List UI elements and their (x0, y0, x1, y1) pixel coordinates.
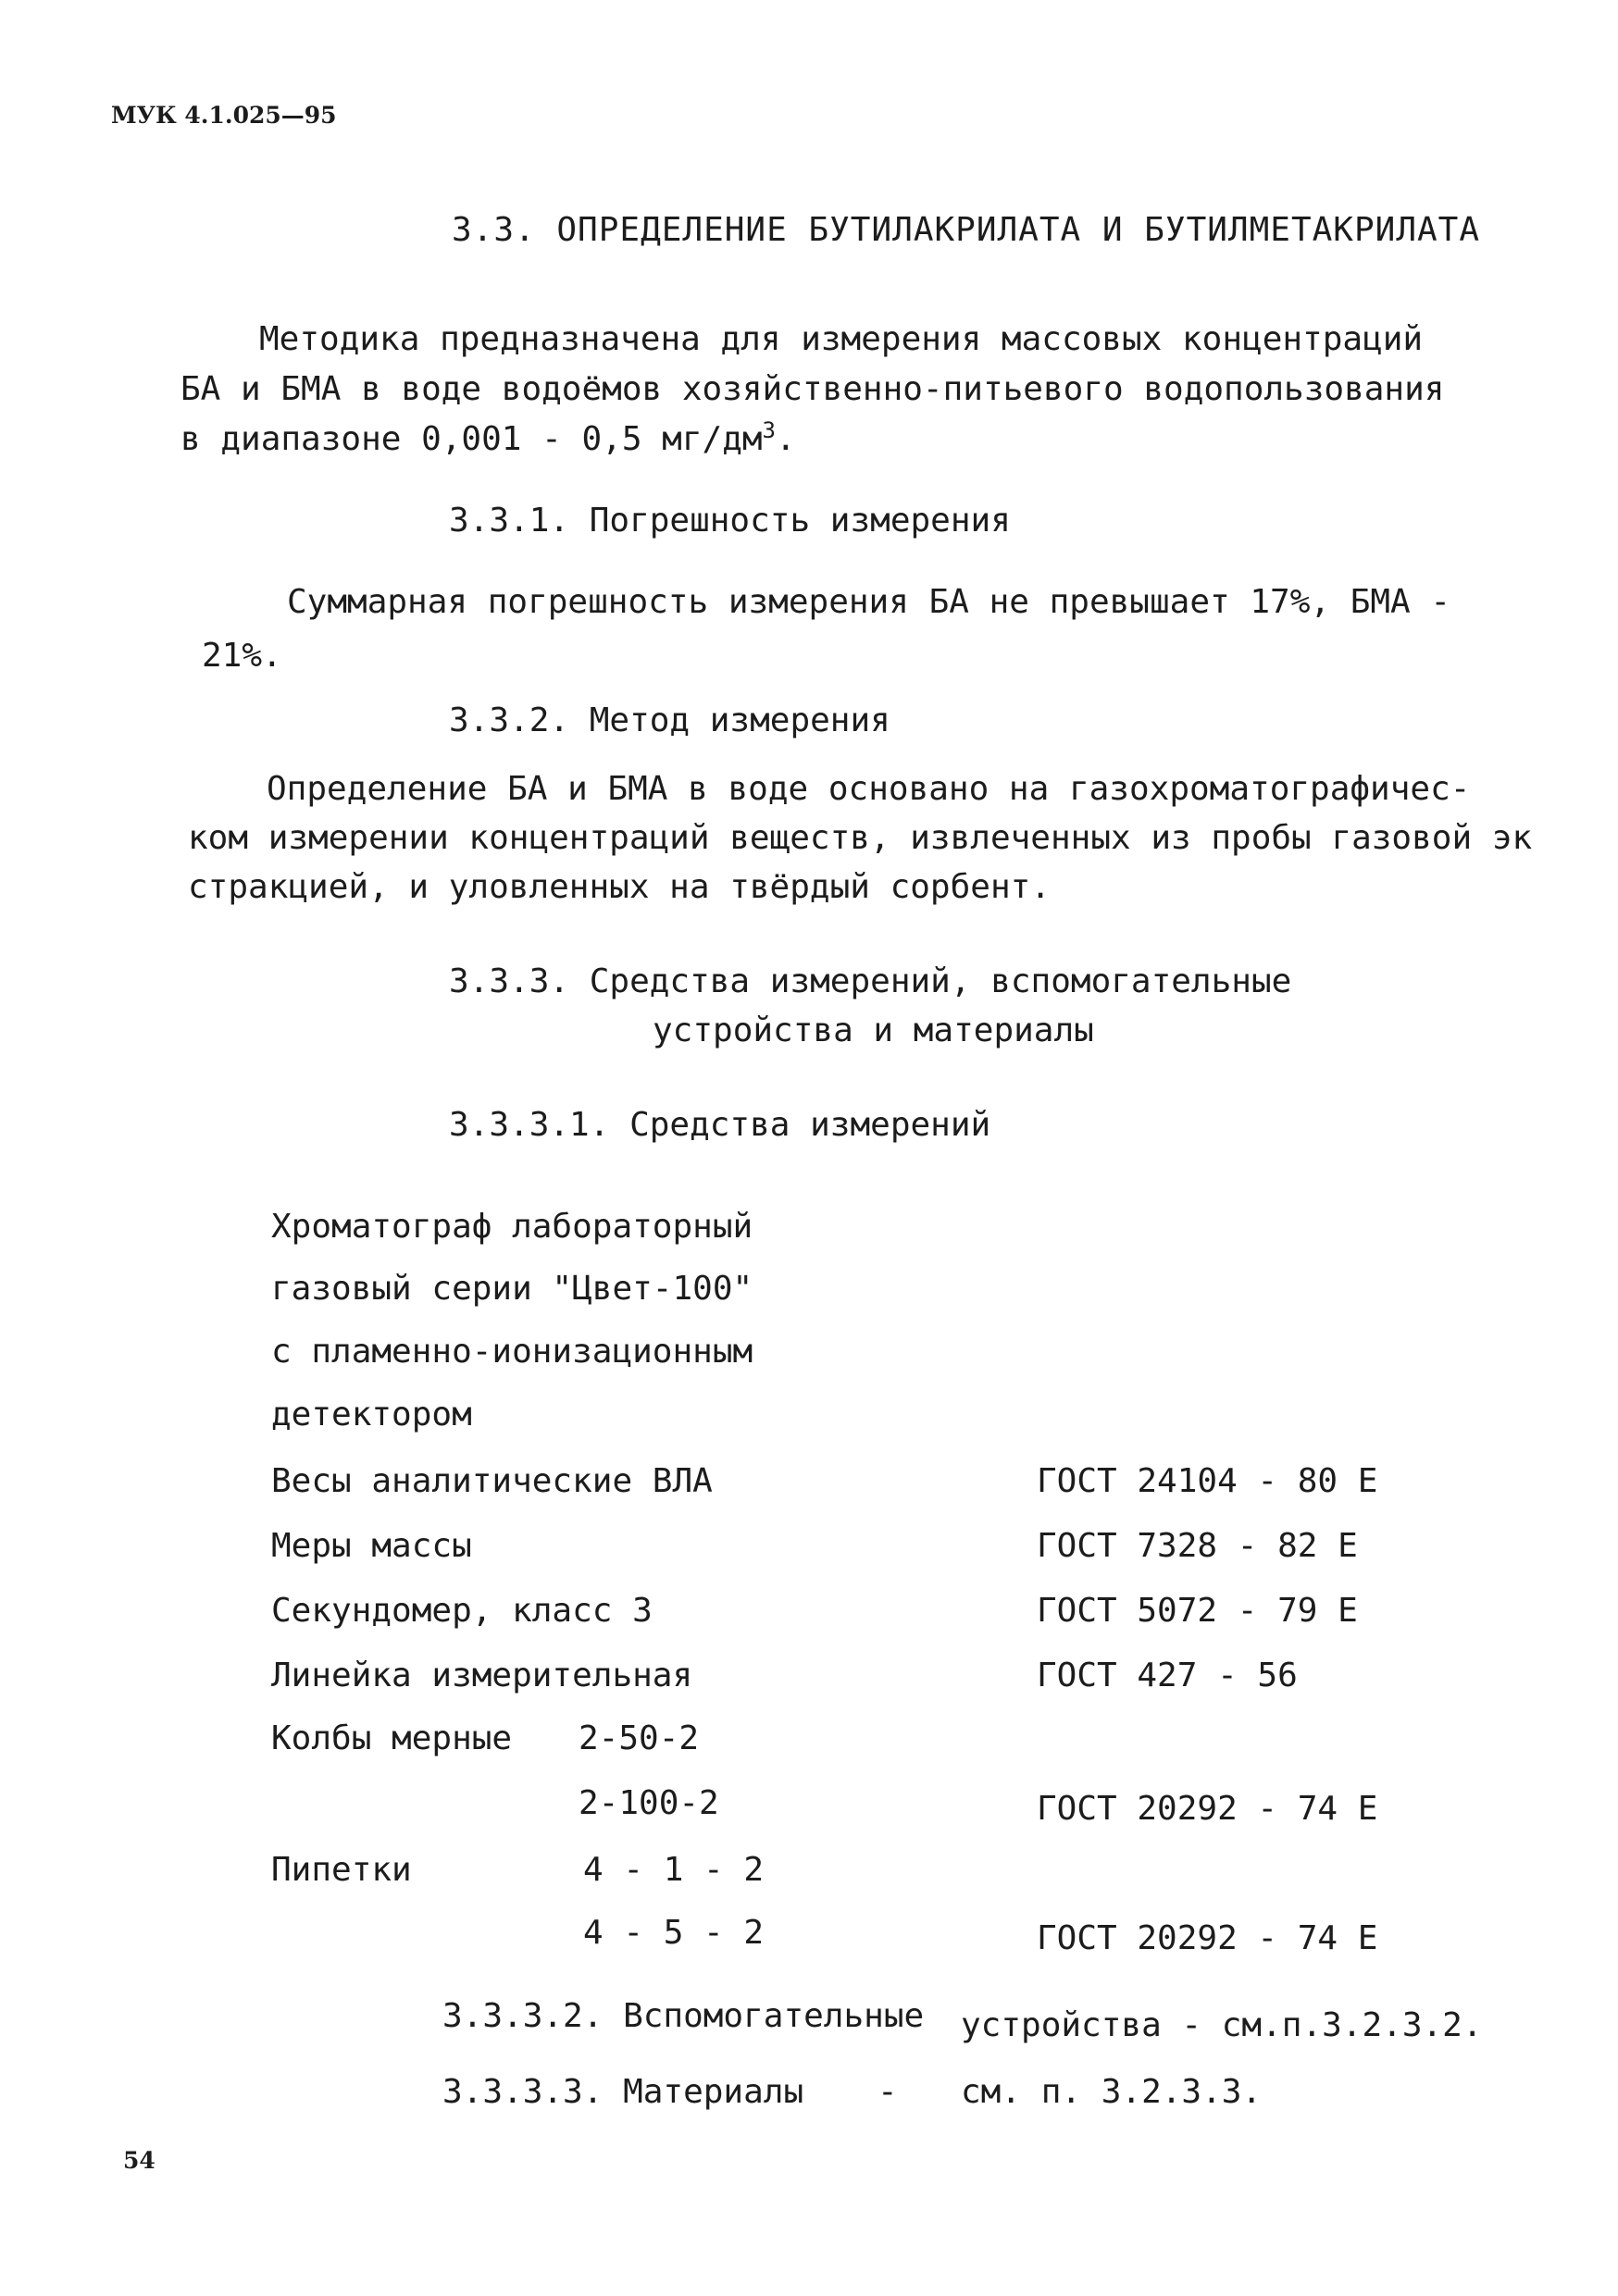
heading-3-3-2: 3.3.2. Метод измерения (449, 701, 890, 739)
intro-line-1: Методика предназначена для измерения массовых концентраций (259, 320, 1424, 358)
intro-line-3-sup: 3 (762, 417, 776, 443)
heading-3-3-3-2: 3.3.3.2. Вспомогательные (442, 1997, 925, 2035)
s3333-dash: - (877, 2073, 898, 2111)
s332-line-3: стракцией, и уловленных на твёрдый сорбент. (188, 868, 1051, 906)
s3332-reference: устройства - см.п.3.2.3.2. (961, 2006, 1483, 2044)
equipment-standard: ГОСТ 20292 - 74 Е (1037, 1790, 1378, 1828)
equipment-name: Линейка измерительная (271, 1657, 693, 1694)
equipment-name: Меры массы (271, 1527, 472, 1565)
heading-3-3-1: 3.3.1. Погрешность измерения (449, 502, 1011, 540)
s3333-reference: см. п. 3.2.3.3. (961, 2073, 1263, 2111)
equipment-standard: ГОСТ 5072 - 79 Е (1037, 1592, 1358, 1630)
equipment-spec: 4 - 1 - 2 (583, 1851, 765, 1889)
equipment-name: Колбы мерные (271, 1719, 513, 1757)
intro-line-3 (180, 417, 796, 458)
heading-3-3-3-line-2: устройства и материалы (653, 1011, 1094, 1049)
equipment-standard: ГОСТ 20292 - 74 Е (1037, 1919, 1378, 1957)
s331-line-1: Суммарная погрешность измерения БА не превышает 17%, БМА - (287, 583, 1451, 621)
intro-line-3-text: в диапазоне 0,001 - 0,5 мг/дм (180, 420, 763, 458)
equipment-name: Весы аналитические ВЛА (271, 1462, 713, 1500)
intro-line-2: БА и БМА в воде водоёмов хозяйственно-питьевого водопользования (180, 370, 1445, 408)
equipment-name: Секундомер, класс 3 (271, 1592, 653, 1630)
s332-line-2: ком измерении концентраций веществ, извлеченных из пробы газовой эк (188, 819, 1533, 857)
heading-3-3-3-line-1: 3.3.3. Средства измерений, вспомогательные (449, 962, 1292, 1000)
equipment-spec: 2-50-2 (579, 1719, 700, 1757)
equipment-name: газовый серии "Цвет-100" (271, 1270, 753, 1308)
equipment-standard: ГОСТ 427 - 56 (1037, 1657, 1298, 1694)
heading-3-3-3-3: 3.3.3.3. Материалы (442, 2073, 804, 2111)
equipment-name: Хроматограф лабораторный (271, 1208, 753, 1246)
equipment-name: детектором (271, 1396, 472, 1433)
equipment-standard: ГОСТ 24104 - 80 Е (1037, 1462, 1378, 1500)
equipment-spec: 2-100-2 (579, 1784, 719, 1822)
s331-line-2: 21%. (202, 637, 282, 675)
document-code: МУК 4.1.025—95 (111, 102, 337, 129)
s332-line-1: Определение БА и БМА в воде основано на газохроматографичес- (267, 770, 1471, 808)
equipment-spec: 4 - 5 - 2 (583, 1914, 765, 1952)
heading-3-3-3-1: 3.3.3.1. Средства измерений (449, 1106, 991, 1144)
equipment-standard: ГОСТ 7328 - 82 Е (1037, 1527, 1358, 1565)
page-number: 54 (123, 2147, 156, 2174)
equipment-name: с пламенно-ионизационным (271, 1333, 753, 1371)
intro-line-3-end: . (776, 420, 796, 458)
section-title: 3.3. ОПРЕДЕЛЕНИЕ БУТИЛАКРИЛАТА И БУТИЛМЕТАКРИЛАТА (452, 211, 1481, 249)
equipment-name: Пипетки (271, 1851, 412, 1889)
